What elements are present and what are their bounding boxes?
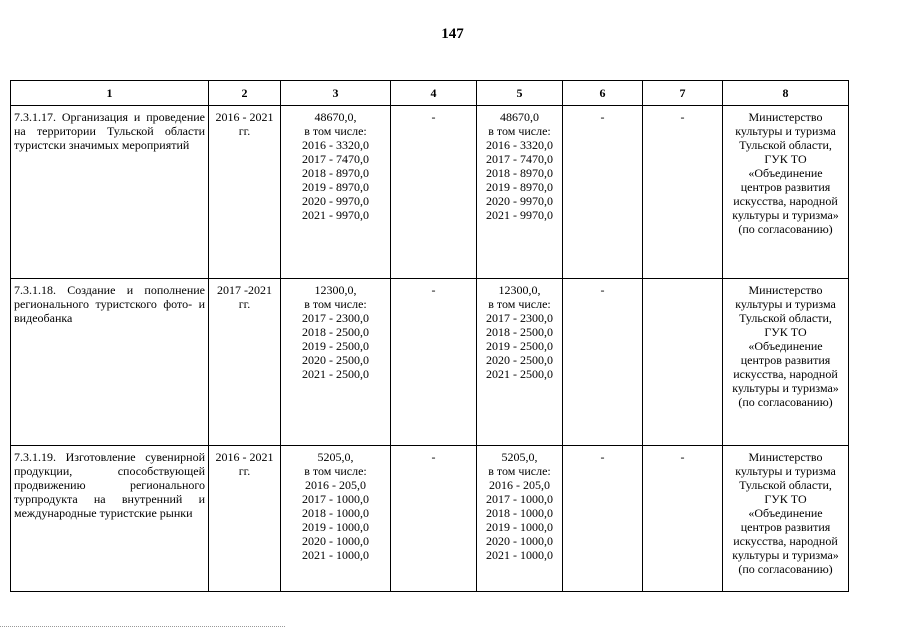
funding-year-line: 2021 - 9970,0: [302, 208, 369, 222]
column-6-cell: -: [563, 106, 643, 279]
executor-line: (по согласованию): [738, 222, 833, 236]
executor-line: искусства, народной: [733, 194, 838, 208]
total-funding-cell: [281, 446, 391, 592]
period-suffix: гг.: [238, 124, 251, 138]
executor-line: центров развития: [740, 180, 831, 194]
column-header: 8: [723, 81, 849, 106]
table-row: [11, 279, 849, 446]
funding-subtitle: в том числе:: [304, 124, 367, 138]
column-header: 5: [477, 81, 563, 106]
period-cell: [209, 446, 281, 592]
funding-year-line: 2020 - 1000,0: [486, 534, 553, 548]
column-4-cell: -: [391, 279, 477, 446]
funding-year-line: 2018 - 8970,0: [302, 166, 369, 180]
executor-line: «Объединение: [748, 339, 823, 353]
executor-line: центров развития: [740, 353, 831, 367]
executor-line: Министерство: [748, 283, 823, 297]
funding-year-line: 2018 - 2500,0: [302, 325, 369, 339]
funding-total: 12300,0,: [314, 283, 357, 297]
funding-year-line: 2020 - 9970,0: [302, 194, 369, 208]
funding-year-line: 2019 - 1000,0: [486, 520, 553, 534]
funding-year-line: 2019 - 2500,0: [486, 339, 553, 353]
page-bottom-rule: [0, 626, 285, 627]
program-table: [10, 80, 849, 592]
executor-line: культуры и туризма»: [732, 548, 839, 562]
funding-year-line: 2021 - 9970,0: [486, 208, 553, 222]
funding-subtitle: в том числе:: [488, 124, 551, 138]
executor-line: Тульской области,: [739, 138, 832, 152]
executor-line: (по согласованию): [738, 562, 833, 576]
executor-line: «Объединение: [748, 506, 823, 520]
column-4-cell: -: [391, 106, 477, 279]
table-header-row: [11, 81, 849, 106]
funding-total: 5205,0,: [501, 450, 538, 464]
funding-total: 5205,0,: [317, 450, 354, 464]
executor-line: культуры и туризма: [735, 464, 836, 478]
funding-subtitle: в том числе:: [304, 464, 367, 478]
responsible-executor-cell: [723, 279, 849, 446]
executor-line: ГУК ТО: [764, 325, 807, 339]
funding-year-line: 2019 - 8970,0: [302, 180, 369, 194]
period-cell: [209, 106, 281, 279]
funding-year-line: 2017 - 7470,0: [302, 152, 369, 166]
funding-year-line: 2020 - 2500,0: [486, 353, 553, 367]
period-years: 2016 - 2021: [215, 110, 274, 124]
funding-year-line: 2018 - 2500,0: [486, 325, 553, 339]
funding-year-line: 2018 - 8970,0: [486, 166, 553, 180]
column-7-cell: -: [643, 446, 723, 592]
column-header: 4: [391, 81, 477, 106]
measure-description: 7.3.1.19. Изготовление сувенирной продукции, способствующей продвижению регионального турпродукта на внутренний и международные туристские рынки: [11, 446, 209, 592]
responsible-executor-cell: [723, 446, 849, 592]
funding-year-line: 2019 - 1000,0: [302, 520, 369, 534]
total-funding-cell: [281, 106, 391, 279]
executor-line: Тульской области,: [739, 311, 832, 325]
funding-year-line: 2016 - 3320,0: [486, 138, 553, 152]
column-4-cell: -: [391, 446, 477, 592]
funding-year-line: 2017 - 2300,0: [486, 311, 553, 325]
period-suffix: гг.: [238, 297, 251, 311]
funding-year-line: 2017 - 1000,0: [486, 492, 553, 506]
executor-line: «Объединение: [748, 166, 823, 180]
funding-year-line: 2018 - 1000,0: [302, 506, 369, 520]
funding-year-line: 2021 - 1000,0: [302, 548, 369, 562]
responsible-executor-cell: [723, 106, 849, 279]
column-5-funding-cell: [477, 279, 563, 446]
funding-year-line: 2018 - 1000,0: [486, 506, 553, 520]
funding-year-line: 2020 - 2500,0: [302, 353, 369, 367]
page-number: 147: [441, 26, 464, 42]
column-header: 6: [563, 81, 643, 106]
executor-line: искусства, народной: [733, 367, 838, 381]
column-5-funding-cell: [477, 446, 563, 592]
period-suffix: гг.: [238, 464, 251, 478]
column-5-funding-cell: [477, 106, 563, 279]
executor-line: (по согласованию): [738, 395, 833, 409]
funding-year-line: 2019 - 2500,0: [302, 339, 369, 353]
measure-description: 7.3.1.18. Создание и пополнение регионального туристского фото- и видеобанка: [11, 279, 209, 446]
column-7-cell: -: [643, 106, 723, 279]
funding-year-line: 2020 - 9970,0: [486, 194, 553, 208]
period-years: 2016 - 2021: [215, 450, 274, 464]
funding-year-line: 2019 - 8970,0: [486, 180, 553, 194]
column-6-cell: -: [563, 446, 643, 592]
executor-line: искусства, народной: [733, 534, 838, 548]
funding-total: 12300,0,: [498, 283, 541, 297]
funding-year-line: 2017 - 2300,0: [302, 311, 369, 325]
total-funding-cell: [281, 279, 391, 446]
funding-year-line: 2017 - 7470,0: [486, 152, 553, 166]
funding-subtitle: в том числе:: [488, 464, 551, 478]
table-row: [11, 446, 849, 592]
column-header: 2: [209, 81, 281, 106]
column-header: 1: [11, 81, 209, 106]
executor-line: центров развития: [740, 520, 831, 534]
funding-year-line: 2021 - 2500,0: [302, 367, 369, 381]
funding-year-line: 2016 - 205,0: [489, 478, 550, 492]
funding-year-line: 2017 - 1000,0: [302, 492, 369, 506]
executor-line: Министерство: [748, 110, 823, 124]
column-header: 7: [643, 81, 723, 106]
executor-line: культуры и туризма»: [732, 381, 839, 395]
funding-subtitle: в том числе:: [304, 297, 367, 311]
funding-total: 48670,0,: [314, 110, 357, 124]
funding-year-line: 2021 - 1000,0: [486, 548, 553, 562]
executor-line: культуры и туризма: [735, 124, 836, 138]
period-years: 2017 -2021: [217, 283, 272, 297]
executor-line: Тульской области,: [739, 478, 832, 492]
funding-year-line: 2016 - 205,0: [305, 478, 366, 492]
column-6-cell: -: [563, 279, 643, 446]
measure-description: 7.3.1.17. Организация и проведение на территории Тульской области туристски значимых мероприятий: [11, 106, 209, 279]
executor-line: культуры и туризма»: [732, 208, 839, 222]
funding-year-line: 2016 - 3320,0: [302, 138, 369, 152]
executor-line: культуры и туризма: [735, 297, 836, 311]
funding-year-line: 2020 - 1000,0: [302, 534, 369, 548]
period-cell: [209, 279, 281, 446]
executor-line: ГУК ТО: [764, 492, 807, 506]
executor-line: ГУК ТО: [764, 152, 807, 166]
funding-subtitle: в том числе:: [488, 297, 551, 311]
table-row: [11, 106, 849, 279]
column-7-cell: [643, 279, 723, 446]
column-header: 3: [281, 81, 391, 106]
funding-year-line: 2021 - 2500,0: [486, 367, 553, 381]
funding-total: 48670,0: [500, 110, 539, 124]
executor-line: Министерство: [748, 450, 823, 464]
